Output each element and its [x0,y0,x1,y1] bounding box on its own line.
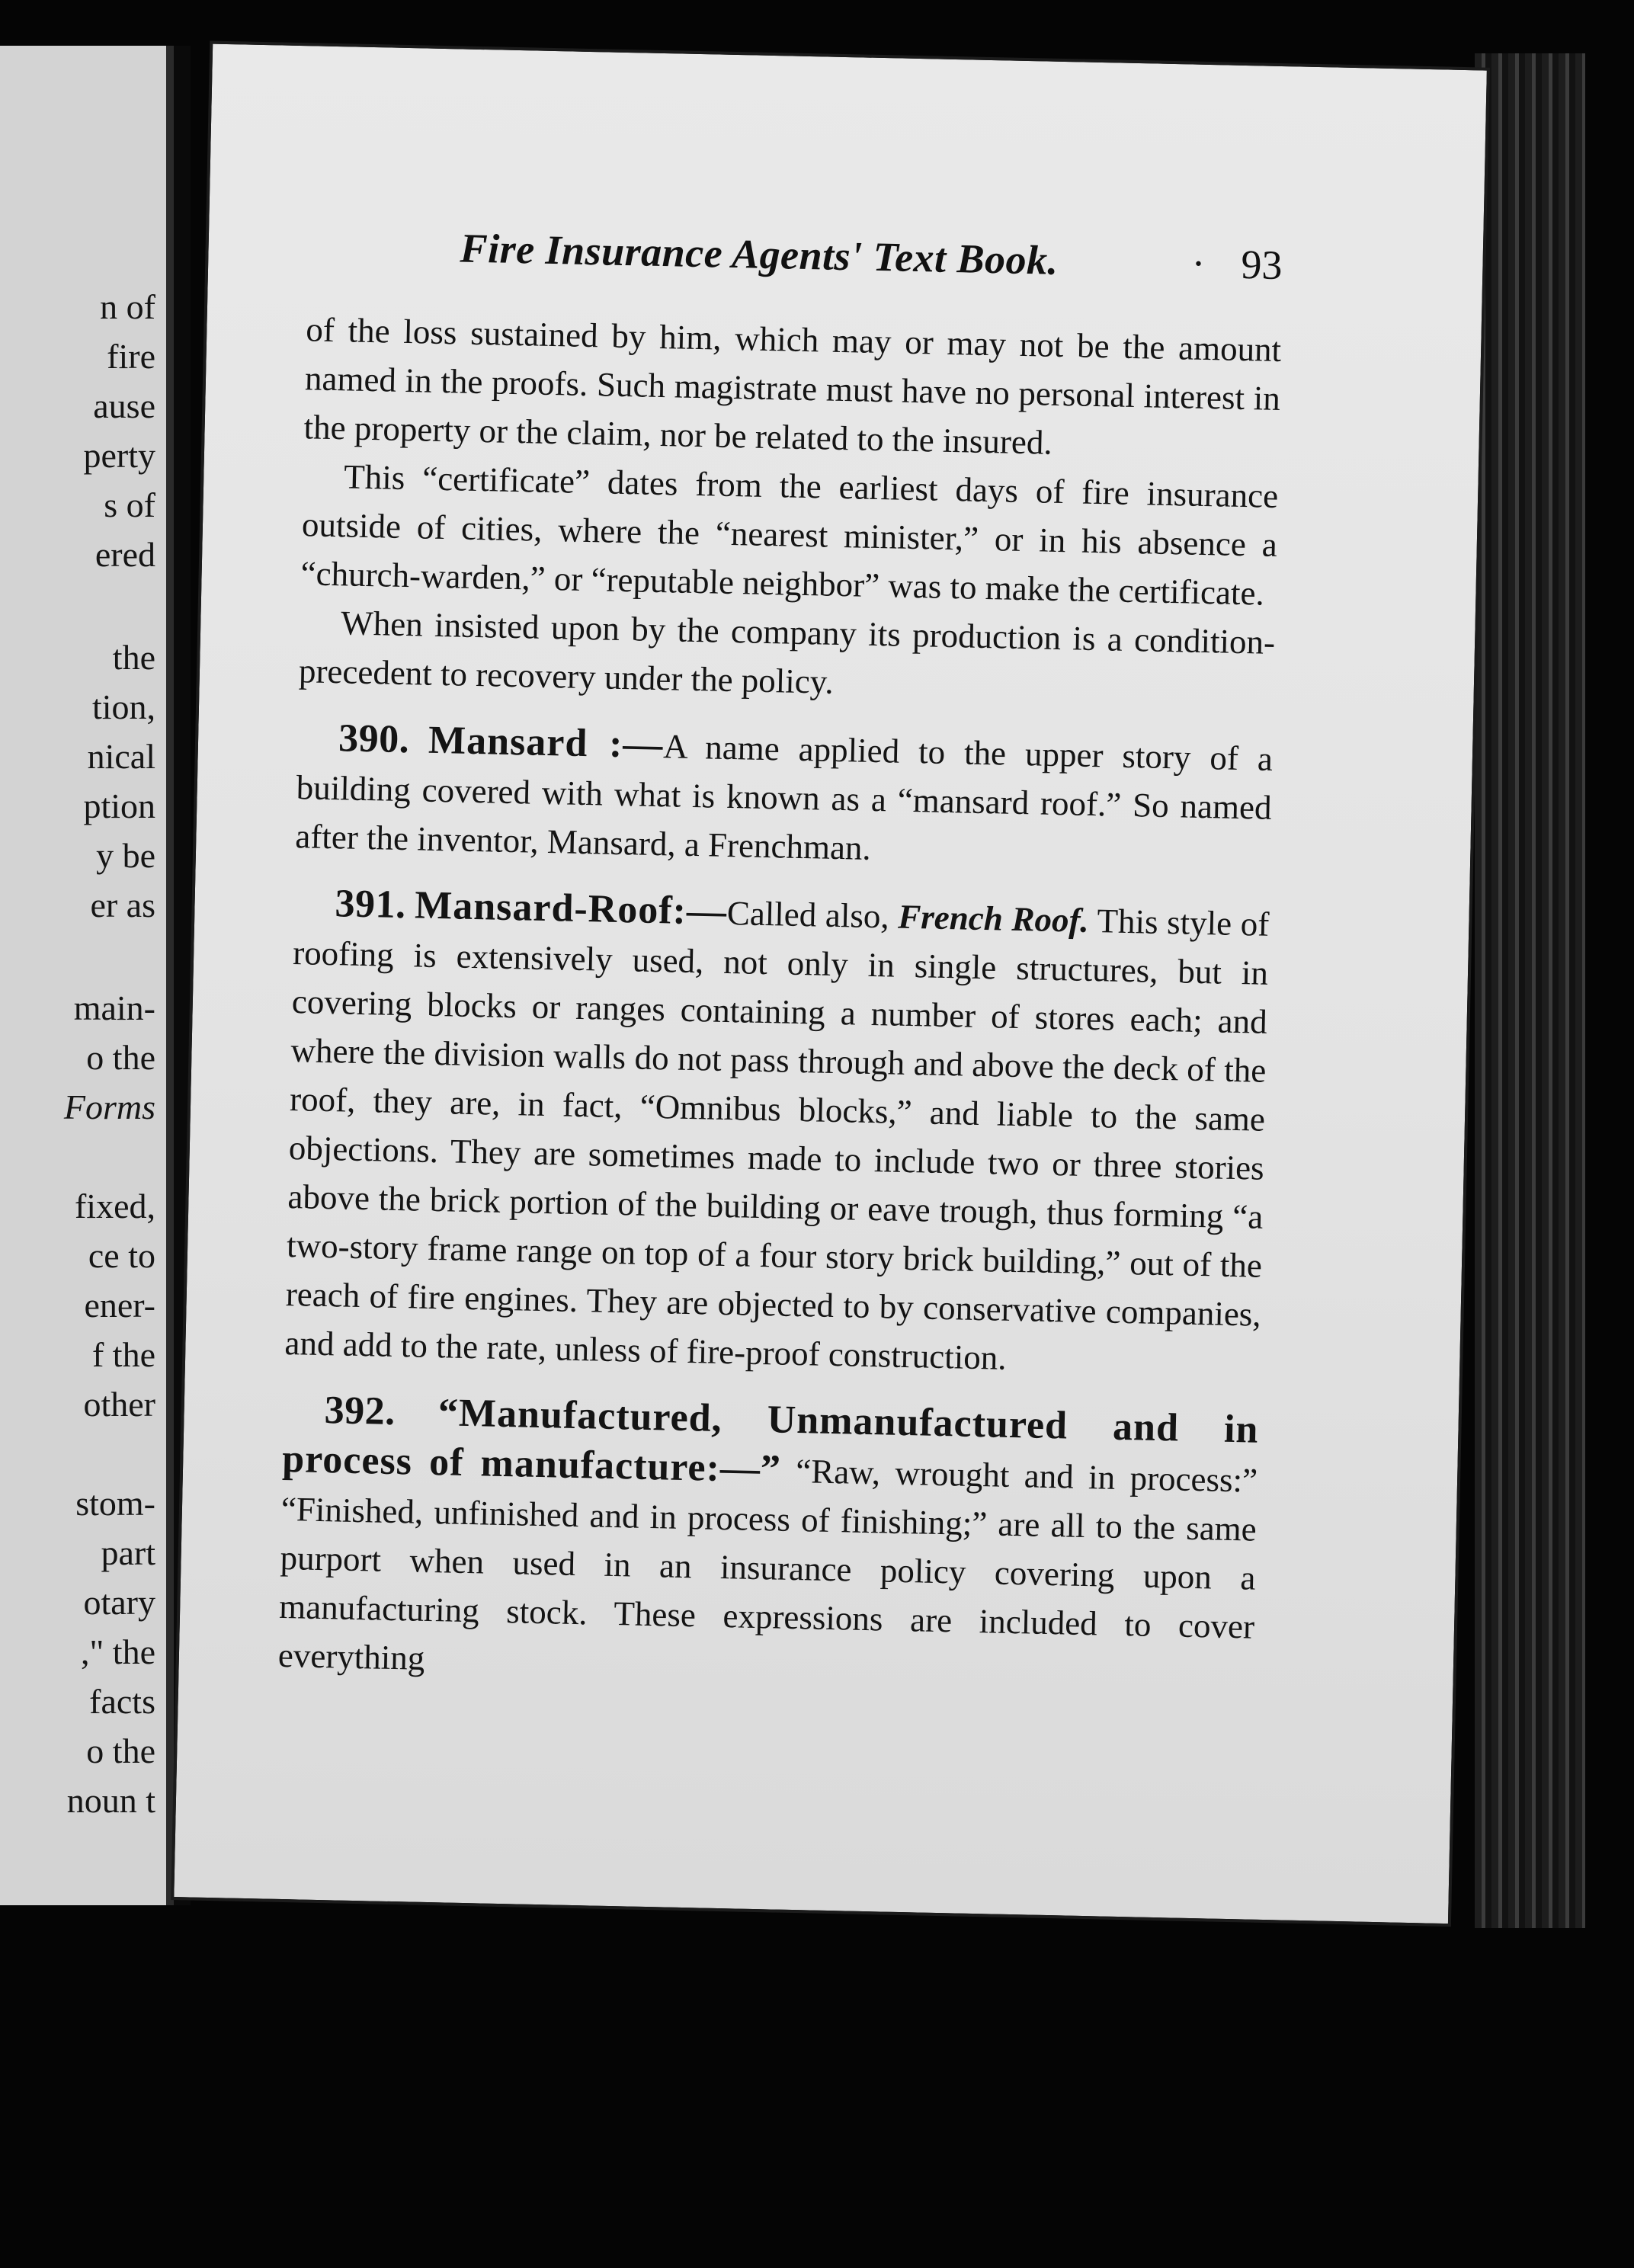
left-page-line: ," the [81,1632,155,1671]
left-page-line: y be [96,836,155,875]
left-page-line: nical [87,737,155,776]
left-page-line: fire [107,337,155,376]
left-page-line: otary [83,1583,155,1622]
left-page-line: main- [73,988,155,1027]
page-edges [1475,53,1585,1928]
entry-number: 391. [335,882,407,927]
left-page-line: tion, [91,687,155,726]
entry-term: Mansard :— [428,718,664,767]
entry-text: A name applied to the upper story of a building covered with what is known as a “mansard roof.” So named after the inventor, Mansard, a Frenchman. [294,727,1274,867]
running-title: Fire Insurance Agents' Text Book. [460,225,1059,284]
entry-number: 390. [338,716,410,762]
running-header [460,224,1299,295]
page-number: 93 [1240,241,1283,289]
left-page-line: ener- [84,1286,155,1325]
entry-term: “Manufactured, Unmanufactured and in process of manufacture:—” [281,1391,1260,1491]
left-page-line: facts [89,1682,155,1721]
left-page-line: perty [83,436,155,475]
paragraph-condition: When insisted upon by the company its production is a condition-precedent to recovery under the policy. [298,604,1276,701]
right-page [171,41,1490,1927]
left-page-line: er as [90,886,155,924]
left-page-line: noun t [66,1781,155,1820]
left-page-line: ce to [88,1236,155,1275]
left-page-line: part [101,1533,155,1572]
header-separator: · [1190,240,1206,287]
entry-392 [277,1385,1259,1700]
entry-number: 392. [324,1389,396,1434]
entry-text-continued: This style of roofing is extensively used, not only in single structures, but in covering blocks or ranges containing a number of stores each; and where the division walls do not pass through and above the deck of the roof, they are, in fact, “Omnibus blocks,” and liable to the same objections. They are sometimes made to include two or three stories above the brick portion of the building or eave trough, thus forming “a two-story frame range on top of a four story brick building,” out of the reach of fire engines. They are objected to by conservative companies, and add to the rate, unless of fire-proof construction. [284,901,1270,1377]
left-page-line: ause [93,386,155,425]
left-page-line: ered [95,535,155,574]
left-page-line: f the [91,1335,155,1374]
left-page-line: stom- [75,1484,155,1523]
paragraph-continuation: of the loss sustained by him, which may or may not be the amount named in the proofs. Such magistrate must have no personal interest in the property or the claim, nor be related to the insured. [303,310,1282,462]
entry-391 [284,879,1270,1388]
entry-term: Mansard-Roof:— [414,883,728,934]
left-page-line: the [112,638,155,677]
entry-italic-term: French Roof. [897,897,1090,940]
entry-text: “Raw, wrought and in process:” “Finished, unfinished and in process of finishing;” are all to the same purport when used in an insurance policy covering upon a manufacturing stock. These expressions are included to cover everything [277,1451,1258,1677]
left-page-line: o the [86,1731,155,1770]
paragraph-certificate: This “certificate” dates from the earliest days of fire insurance outside of cities, where the “nearest minister,” or in his absence a “church-warden,” or “reputable neighbor” was to make the certificate. [300,457,1279,613]
left-page-line: ption [83,786,155,825]
left-facing-page [0,46,174,1905]
left-page-line: s of [104,485,155,524]
left-page-line: other [83,1385,155,1424]
left-page-line: n of [100,287,155,326]
entry-390 [295,713,1274,881]
left-page-line: o the [86,1038,155,1077]
left-page-line: fixed, [74,1187,155,1225]
entry-text: Called also, [726,893,899,936]
left-page-line: Forms [63,1088,155,1126]
page-body [277,305,1281,1699]
